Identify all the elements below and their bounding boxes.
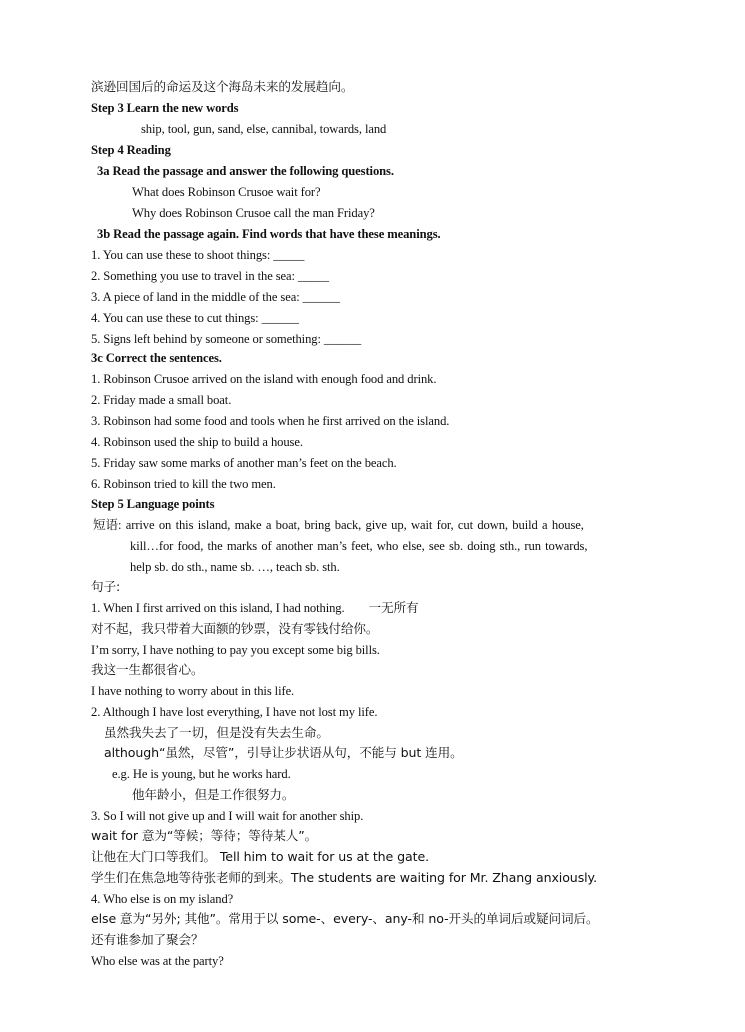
correct-sentence-6: 6. Robinson tried to kill the two men. [91, 477, 276, 491]
sentence-2-en: 2. Although I have lost everything, I have not lost my life. [91, 705, 378, 719]
sentence-3-note: wait for 意为“等候；等待；等待某人”。 [91, 828, 318, 843]
sentence-4-en: 4. Who else is on my island? [91, 892, 234, 906]
correct-sentence-4: 4. Robinson used the ship to build a house. [91, 435, 303, 449]
task-3b-heading: 3b Read the passage again. Find words that have these meanings. [97, 227, 441, 241]
sentence-4-example-zh: 还有谁参加了聚会？ [91, 932, 204, 947]
sentence-1-example-en: I’m sorry, I have nothing to pay you except some big bills. [91, 643, 380, 657]
sentence-1-example-zh: 对不起，我只带着大面额的钞票，没有零钱付给你。 [91, 621, 379, 636]
meaning-1: 1. You can use these to shoot things: _____ [91, 248, 305, 262]
question-2: Why does Robinson Crusoe call the man Friday? [132, 206, 375, 220]
sentence-1-zh: 一无所有 [368, 600, 419, 615]
phrases-line-3: help sb. do sth., name sb. …, teach sb. sth. [130, 560, 340, 574]
sentence-1-text: 1. When I first arrived on this island, I had nothing. [91, 601, 345, 615]
correct-sentence-3: 3. Robinson had some food and tools when he first arrived on the island. [91, 414, 450, 428]
sentence-1-en [91, 600, 419, 616]
sentence-2-zh: 虽然我失去了一切，但是没有失去生命。 [104, 725, 329, 740]
sentence-2-eg: e.g. He is young, but he works hard. [112, 767, 291, 781]
sentence-2-note: although“虽然，尽管”，引导让步状语从句，不能与 but 连用。 [104, 745, 463, 760]
sentence-3-en: 3. So I will not give up and I will wait for another ship. [91, 809, 364, 823]
sentence-1-example2-zh: 我这一生都很省心。 [91, 662, 204, 677]
correct-sentence-5: 5. Friday saw some marks of another man’s feet on the beach. [91, 456, 397, 470]
sentence-4-example-en: Who else was at the party? [91, 954, 224, 968]
new-words-list: ship, tool, gun, sand, else, cannibal, towards, land [141, 122, 387, 136]
sentences-label: 句子: [91, 579, 121, 594]
step3-heading: Step 3 Learn the new words [91, 101, 239, 115]
task-3c-heading: 3c Correct the sentences. [91, 351, 222, 365]
phrases-line-1: 短语: arrive on this island, make a boat, bring back, give up, wait for, cut down, build a house, [93, 518, 584, 532]
meaning-4: 4. You can use these to cut things: ______ [91, 311, 299, 325]
step5-heading: Step 5 Language points [91, 497, 215, 511]
intro-line: 滨逊回国后的命运及这个海岛未来的发展趋向。 [91, 79, 354, 94]
phrases-line-2: kill…for food, the marks of another man’s feet, who else, see sb. doing sth., run towards, [130, 539, 588, 553]
sentence-1-example2-en: I have nothing to worry about in this life. [91, 684, 295, 698]
meaning-5: 5. Signs left behind by someone or something: ______ [91, 332, 362, 346]
sentence-4-note: else 意为“另外; 其他”。常用于以 some-、every-、any-和 no-开头的单词后或疑问词后。 [91, 911, 599, 926]
correct-sentence-1: 1. Robinson Crusoe arrived on the island with enough food and drink. [91, 372, 437, 386]
sentence-3-example-2: 学生们在焦急地等待张老师的到来。The students are waiting for Mr. Zhang anxiously. [91, 870, 598, 885]
sentence-2-eg-zh: 他年龄小，但是工作很努力。 [132, 787, 295, 802]
question-1: What does Robinson Crusoe wait for? [132, 185, 321, 199]
sentence-3-example-1: 让他在大门口等我们。 Tell him to wait for us at the gate. [91, 849, 429, 864]
task-3a-heading: 3a Read the passage and answer the following questions. [97, 164, 394, 178]
meaning-3: 3. A piece of land in the middle of the sea: ______ [91, 290, 340, 304]
correct-sentence-2: 2. Friday made a small boat. [91, 393, 232, 407]
meaning-2: 2. Something you use to travel in the sea: _____ [91, 269, 329, 283]
step4-heading: Step 4 Reading [91, 143, 171, 157]
